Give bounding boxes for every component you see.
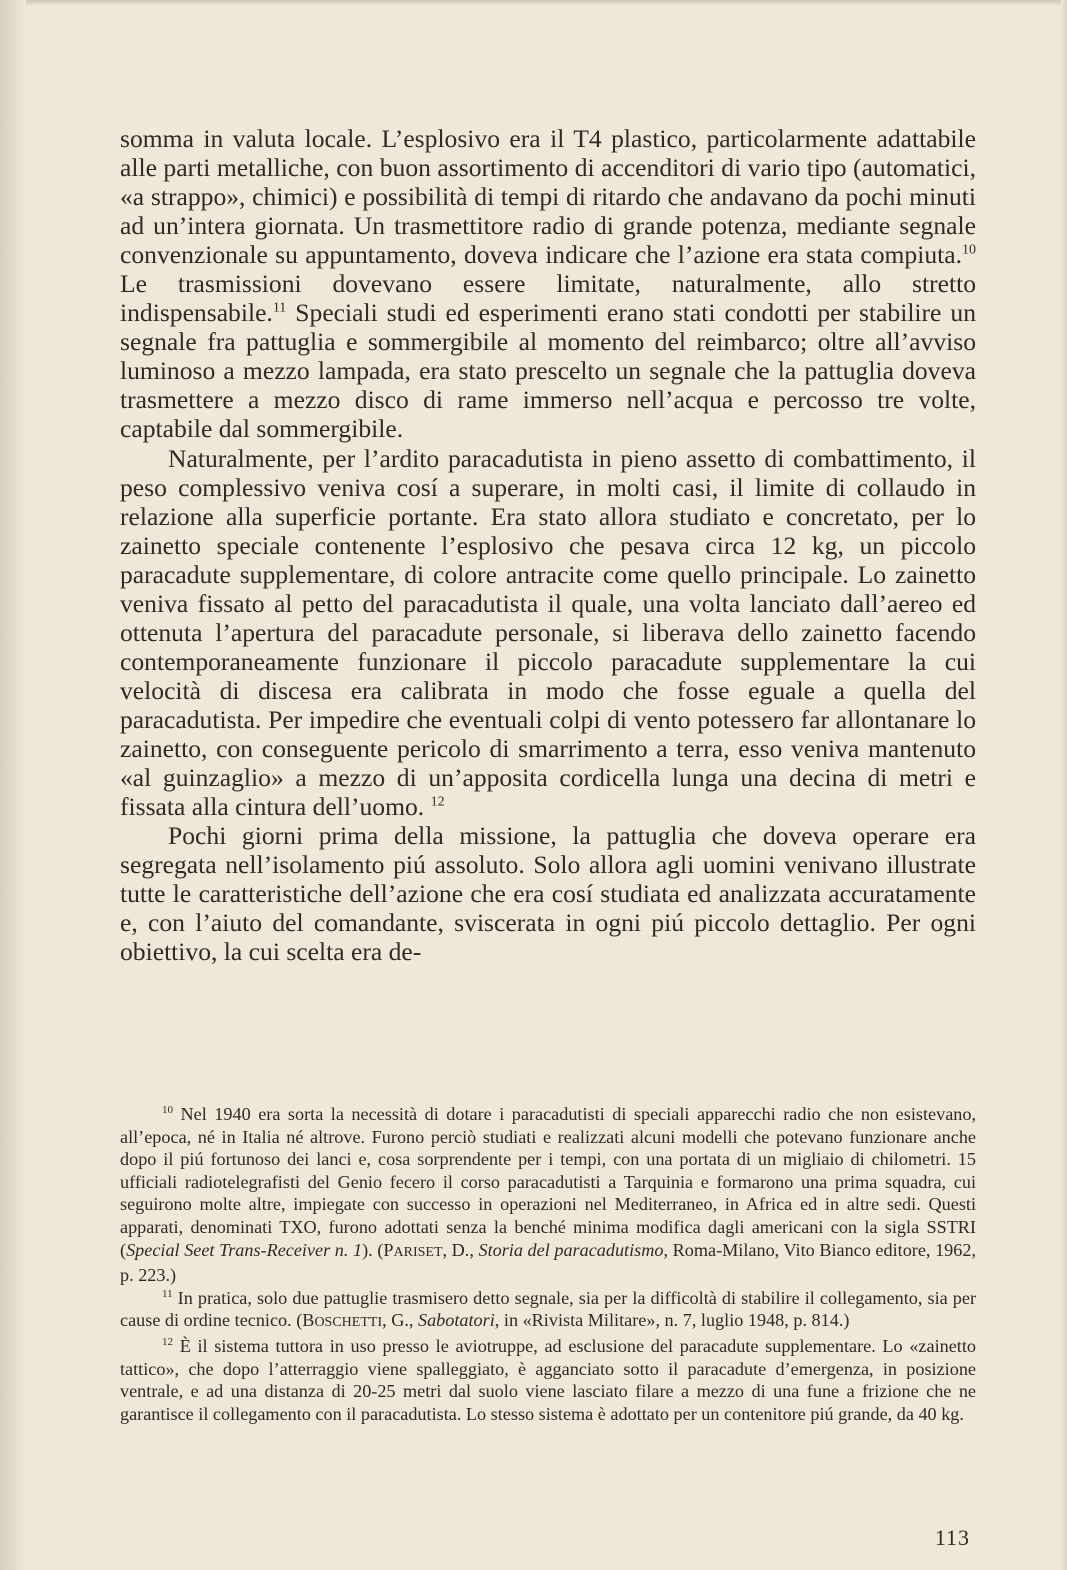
footnote-11-text-c: , in «Rivista Militare», n. 7, luglio 1948, p. 814.) <box>494 1310 850 1331</box>
footnote-11-text-b: , G., <box>382 1310 418 1331</box>
footnote-12 <box>120 1335 976 1425</box>
footnote-12-text: È il sistema tuttora in uso presso le aviotruppe, ad esclusione del paracadute supplementare. Lo «zainetto tattico», che dopo l’atterraggio viene spalleggiato, è agganciato sotto il paracadute d’emergenza, in posizione ventrale, e ad una distanza di 20-25 metri dal suolo viene lasciato filare a mezzo di una fune a frizione che ne garantisce il collegamento con il paracadutista. Lo stesso sistema è adottato per un contenitore piú grande, da 40 kg. <box>120 1335 976 1424</box>
paragraph-2-text: Naturalmente, per l’ardito paracadutista in pieno assetto di combattimento, il peso complessivo veniva cosí a superare, in molti casi, il limite di collaudo in relazione alla superficie portante. Era stato allora studiato e concretato, per lo zainetto speciale contenente l’esplosivo che pesava circa 12 kg, un piccolo paracadute supplementare, di colore antracite come quello principale. Lo zainetto veniva fissato al petto del paracadutista il quale, una volta lanciato dall’aereo ed ottenuta l’apertura del paracadute personale, si liberava dello zainetto facendo contemporaneamente funzionare il piccolo paracadute supplementare la cui velocità di discesa era calibrata in modo che fosse eguale a quella del paracadutista. Per impedire che eventuali colpi di vento potessero far allontanare lo zainetto, con conseguente pericolo di smarrimento a terra, esso veniva mantenuto «al guinzaglio» a mezzo di un’apposita cordicella lunga una decina di metri e fissata alla cintura dell’uomo. <box>120 443 976 822</box>
footnote-10 <box>120 1103 976 1287</box>
page-right-edge <box>1061 0 1067 1570</box>
paragraph-1-text-c: Speciali studi ed esperimenti erano stati condotti per stabilire un segnale fra pattuglia e sommergibile al momento del reimbarco; oltre all’avviso luminoso a mezzo lampada, era stato prescelto un segnale che la pattuglia doveva trasmettere a mezzo disco di rame immerso nell’acqua e percosso tre volte, captabile dal sommergibile. <box>120 298 976 444</box>
paragraph-1 <box>120 124 976 444</box>
footnote-11-text-a: In pratica, solo due pattuglie trasmisero detto segnale, sia per la difficoltà di stabilire il collegamento, sia per cause di ordine tecnico. (B <box>120 1287 976 1331</box>
footnote-ref-12[interactable]: 12 <box>430 794 445 810</box>
footnote-10-author-smallcaps: ARISET <box>393 1244 443 1260</box>
footnote-12-number: 12 <box>162 1335 173 1348</box>
footnote-ref-10[interactable]: 10 <box>962 242 976 258</box>
footnote-10-number: 10 <box>162 1103 173 1116</box>
paragraph-3 <box>120 821 976 966</box>
footnote-11-author-smallcaps: OSCHETTI <box>314 1315 383 1331</box>
footnote-10-text-c: , D., <box>442 1239 479 1260</box>
page-gutter-shadow <box>0 0 26 1570</box>
footnote-10-italic-title: Special Seet Trans-Receiver n. 1 <box>126 1239 363 1260</box>
page-number: 113 <box>934 1525 970 1550</box>
footnote-11 <box>120 1287 976 1335</box>
paragraph-1-text-a: somma in valuta locale. L’esplosivo era il T4 plastico, particolarmente adattabile alle parti metalliche, con buon assortimento di accenditori di vario tipo (automatici, «a strappo», chimici) e possibilità di tempi di ritardo che andavano da pochi minuti ad un’intera giornata. Un trasmettitore radio di grande potenza, mediante segnale convenzionale su appuntamento, doveva indicare che l’azione era stata compiuta. <box>120 124 976 270</box>
footnote-ref-11[interactable]: 11 <box>272 300 287 316</box>
main-text <box>120 124 976 966</box>
footnote-11-book-title: Sabotatori <box>417 1310 495 1331</box>
paragraph-3-text: Pochi giorni prima della missione, la pattuglia che doveva operare era segregata nell’isolamento piú assoluto. Solo allora agli uomini venivano illustrate tutte le caratteristiche dell’azione che era cosí studiata ed analizzata accuratamente e, con l’aiuto del comandante, sviscerata in ogni piú piccolo dettaglio. Per ogni obiettivo, la cui scelta era de- <box>120 821 976 967</box>
footnote-10-text-d: , Roma-Milano, Vito Bianco editore, 1962, p. 223.) <box>120 1239 976 1286</box>
footnote-10-text-b: ). (P <box>362 1239 394 1260</box>
page-top-edge <box>0 0 1067 6</box>
footnote-10-book-title: Storia del paracadutismo <box>478 1239 664 1260</box>
footnotes <box>120 1103 976 1425</box>
paragraph-1-text-b: Le trasmissioni dovevano essere limitate, naturalmente, allo stretto indispensabile. <box>120 269 976 328</box>
footnote-11-number: 11 <box>162 1287 173 1300</box>
paragraph-2 <box>120 444 976 822</box>
footnote-10-text-a: Nel 1940 era sorta la necessità di dotare i paracadutisti di speciali apparecchi radio che non esistevano, all’epoca, né in Italia né altrove. Furono perciò studiati e realizzati alcuni modelli che potevano funzionare anche dopo il piú fortunoso dei lanci e, cosa sorprendente per i tempi, con una portata di un migliaio di chilometri. 15 ufficiali radiotelegrafisti del Genio fecero il corso paracadutisti a Tarquinia e formarono una prima squadra, cui seguirono molte altre, impiegate con successo in operazioni nel Mediterraneo, in Africa ed in altre sedi. Questi apparati, denominati TXO, furono adottati senza la benché minima modifica dagli americani con la sigla SSTRI ( <box>120 1104 976 1260</box>
